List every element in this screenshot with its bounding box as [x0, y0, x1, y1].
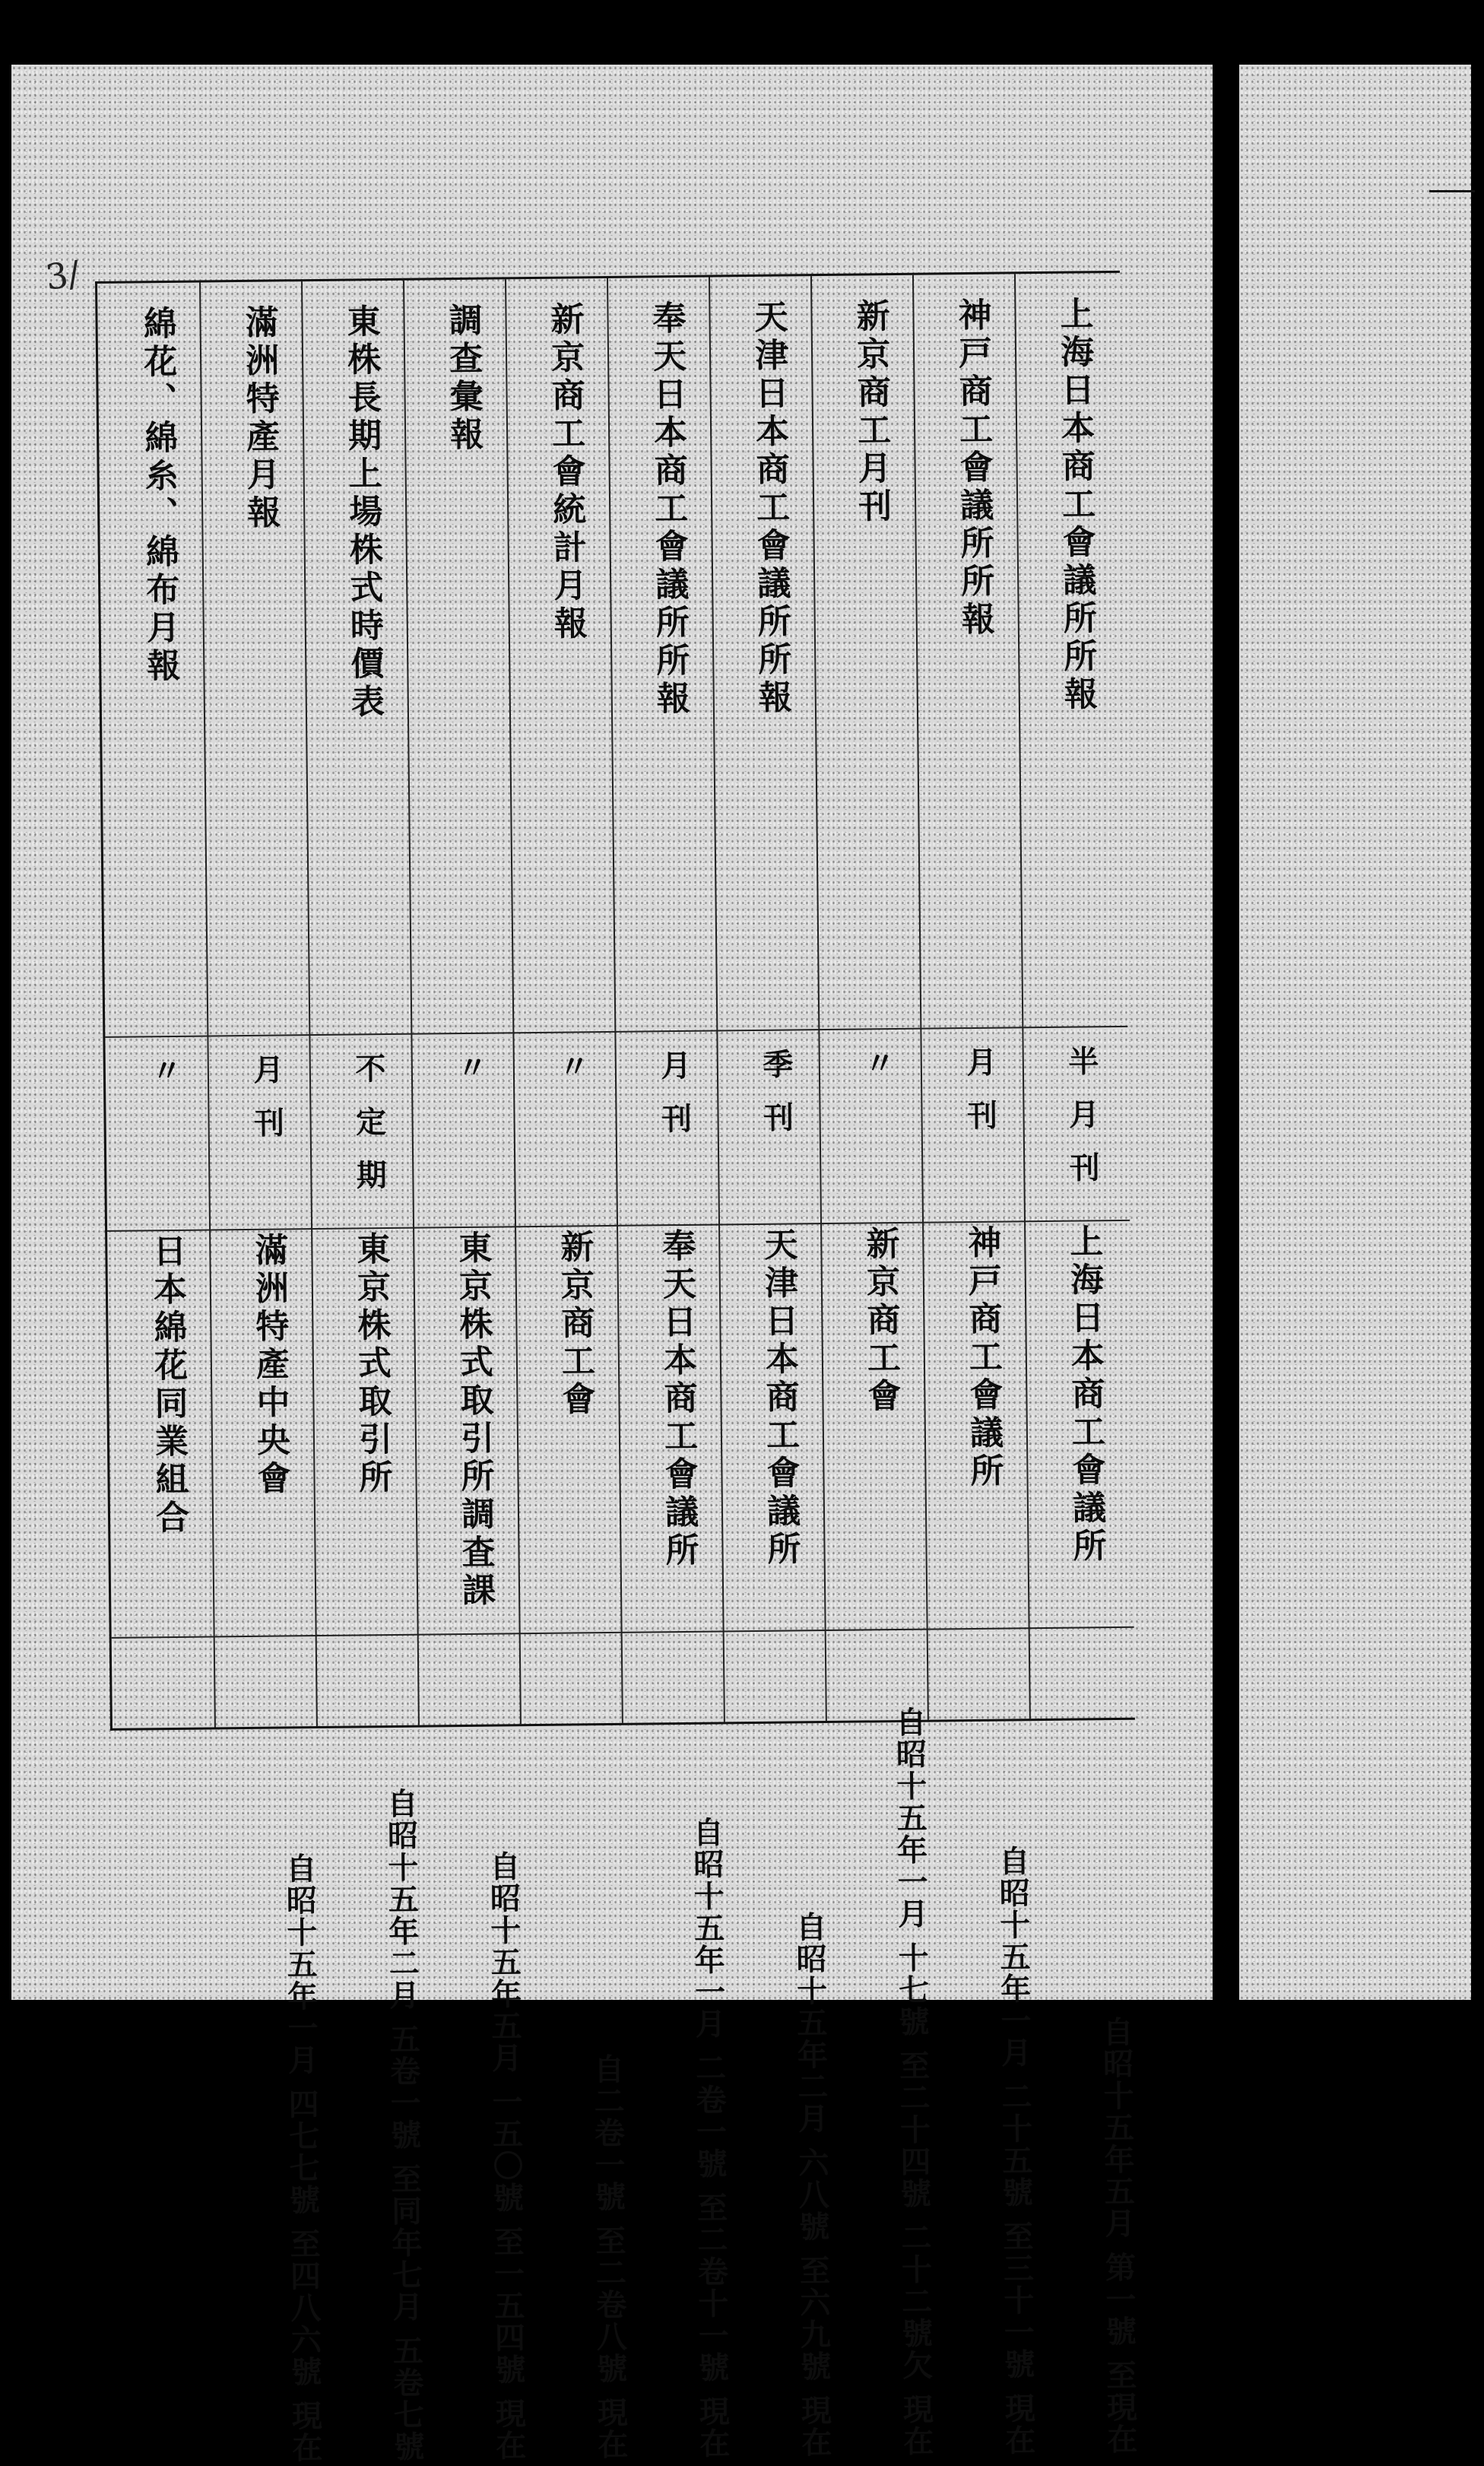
publisher-name: 東京株式取引所	[350, 1231, 392, 1498]
table-row	[411, 279, 528, 2462]
table-row	[512, 278, 629, 2461]
periodical-title: 調查彙報	[442, 302, 484, 455]
table-row	[309, 281, 426, 2464]
publisher-name: 上海日本商工會議所	[1064, 1223, 1106, 1566]
periodical-title: 綿花、綿糸、綿布月報	[137, 305, 180, 687]
publication-frequency: 〃	[146, 1054, 183, 1109]
page-mark: 3/	[43, 252, 83, 298]
holdings-range: 自昭十五年一月 二十五號 至三十一號 現在	[994, 1845, 1037, 2457]
publisher-name: 東京株式取引所調査課	[452, 1230, 496, 1611]
table-row	[105, 282, 222, 1728]
adjacent-page-edge	[1239, 65, 1471, 2000]
periodical-title: 新京商工月刊	[850, 298, 892, 527]
table-row	[207, 281, 324, 2464]
holdings-range: 自昭十五年一月 十七號 至二十四號 二十二號欠 現在	[890, 1706, 935, 2458]
periodicals-table	[95, 271, 1139, 2464]
holdings-range: 自二卷一號 至二卷八號 現在	[588, 2052, 629, 2461]
publisher-name: 新京商工會	[554, 1229, 595, 1420]
publication-frequency: 月刊	[655, 1049, 693, 1157]
holdings-range: 自昭十五年五月 第一號 至現在	[1097, 2015, 1139, 2456]
periodical-title: 滿洲特產月報	[239, 304, 281, 534]
holdings-range: 自昭十五年一月 二卷一號 至二卷十一號 現在	[688, 1816, 731, 2460]
table-row	[716, 276, 833, 2459]
table-row	[920, 274, 1037, 2457]
publication-frequency: 季刊	[757, 1048, 795, 1155]
holdings-range	[119, 1651, 230, 2465]
publisher-name: 日本綿花同業組合	[147, 1233, 189, 1538]
publisher-name: 天津日本商工會議所	[758, 1227, 801, 1569]
periodical-title: 神戸商工會議所所報	[952, 297, 995, 640]
publication-frequency: 半月刊	[1063, 1045, 1101, 1205]
publication-frequency: 〃	[859, 1047, 896, 1101]
table-row	[818, 275, 935, 2458]
periodical-title: 上海日本商工會議所所報	[1054, 296, 1098, 715]
holdings-range: 自昭十五年二月 六八號 至六九號 現在	[791, 1911, 833, 2459]
page-gutter	[1213, 65, 1239, 2000]
periodical-title: 天津日本商工會議所所報	[748, 299, 792, 718]
holdings-range: 自昭十五年二月 五卷一號 至同年七月 五卷七號	[382, 1787, 426, 2464]
publication-frequency: 月刊	[961, 1046, 999, 1154]
table-row	[614, 277, 731, 2460]
publication-frequency: 〃	[452, 1051, 489, 1106]
holdings-range: 自昭十五年一月 四七七號 至四八六號 現在	[281, 1852, 324, 2464]
publisher-name: 奉天日本商工會議所	[656, 1227, 699, 1571]
holdings-range: 自昭十五年五月 一五〇號 至一五四號 現在	[484, 1850, 528, 2462]
periodical-title: 東株長期上場株式時價表	[341, 303, 385, 722]
publication-frequency: 不定期	[350, 1052, 388, 1213]
periodical-title: 奉天日本商工會議所所報	[646, 300, 690, 719]
periodical-title: 新京商工會統計月報	[544, 301, 588, 644]
table-row	[1022, 273, 1139, 2456]
publication-frequency: 月刊	[248, 1053, 286, 1160]
adjacent-page-rule	[1429, 190, 1475, 192]
publisher-name: 神戸商工會議所	[962, 1224, 1004, 1492]
publisher-name: 滿洲特產中央會	[249, 1232, 290, 1499]
publication-frequency: 〃	[553, 1050, 591, 1104]
publisher-name: 新京商工會	[860, 1225, 901, 1417]
